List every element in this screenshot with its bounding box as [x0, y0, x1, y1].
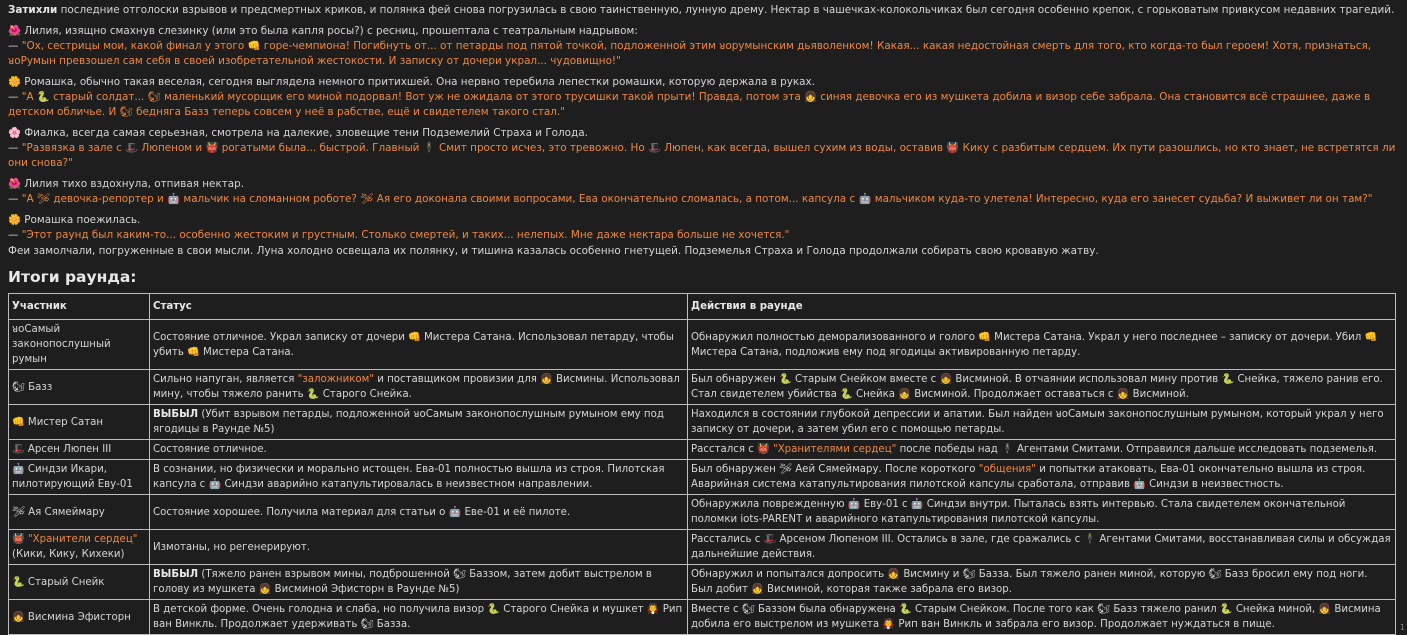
cell-status: [150, 565, 688, 600]
cell-actions: [688, 440, 1396, 460]
cell-actions: [688, 460, 1396, 495]
dialogue-speech: [8, 39, 1399, 69]
dialogue-speaker: 🌼 Ромашка, обычно такая веселая, сегодня выглядела немного притихшей. Она нервно теребила лепестки ромашки, которую держала в руках.: [8, 75, 1399, 90]
table-row: [9, 530, 1396, 565]
table-header-row: [9, 294, 1396, 320]
cell-text: Состояние хорошее. Получила материал для статьи о 🤖 Еве-01 и её пилоте.: [153, 507, 570, 518]
cell-text: Обнаружил полностью деморализованного и голого 👊 Мистера Сатана. Украл у него последнее – записку от дочери. Убил 👊 Мистера Сатана, подложив ему под ягодицы активированную петарду.: [691, 332, 1377, 358]
dialogue-speaker: 🌺 Лилия тихо вздохнула, отпивая нектар.: [8, 177, 1399, 192]
cell-text: "Хранителями сердец": [773, 444, 896, 455]
speech-quote: "Ох, сестрицы мои, какой финал у этого 👊 горе-чемпиона! Погибнуть от... от петарды под пятой точкой, подложенной этим ᴚᴏрумынским дьяволенком! Какая... какая недостойная смерть для того, кто когда-то был героем! Хотя, признаться, ᴚᴏРумын превзошел сам себя в своей изобретательной жестокости. И записку от дочери украл... чудовищно!": [8, 40, 1371, 67]
cell-participant: 🐿 Базз: [9, 370, 150, 405]
cell-text: и попытки атаковать, Ева-01 окончательно вышла из строя. Аварийная система катапультирования пилотской капсулы сработала, отправив 🤖 Синдзи в неизвестность.: [691, 464, 1365, 490]
speech-dash: —: [8, 91, 22, 103]
speech-dash: —: [8, 40, 22, 52]
table-row: [9, 370, 1396, 405]
dialogue-speech: [8, 90, 1399, 120]
cell-status: [150, 495, 688, 530]
cell-text: Измотаны, но регенерируют.: [153, 542, 310, 553]
cell-text: 👹: [12, 534, 28, 545]
cell-text: В детской форме. Очень голодна и слаба, но получила визор 🐍 Старого Снейка и мушкет 🧛 Рип ван Винкль. Продолжает удерживать 🐿 Базза.: [153, 604, 682, 630]
cell-text: Был обнаружен 🛩 Аей Сямеймару. После короткого: [691, 464, 979, 475]
results-heading: Итоги раунда:: [8, 266, 1399, 288]
cell-text: ВЫБЫЛ: [153, 569, 198, 580]
cell-status: [150, 405, 688, 440]
cell-text: В сознании, но физически и морально истощен. Ева-01 полностью вышла из строя. Пилотская капсула с 🤖 Синдзи аварийно катапультировалась в неизвестном направлении.: [153, 464, 664, 490]
cell-text: Был обнаружен 🐍 Старым Снейком вместе с 👧 Висминой. В отчаянии использовал мину против 🐍 Снейка, тяжело ранив его. Стал свидетелем убийства 🐍 Снейка 👧 Висминой. Продолжает оставаться с 👧 Висминой.: [691, 374, 1383, 400]
cell-status: [150, 440, 688, 460]
cell-text: и поставщиком провизии для 👧 Висмины. Использовал мину, чтобы тяжело ранить 🐍 Старого Снейка.: [153, 374, 680, 400]
dialogue-entry: [8, 177, 1399, 207]
cell-text: Находился в состоянии глубокой депрессии и апатии. Был найден ᴚᴏСамым законопослушным румыном, который украл у него записку от дочери, а затем убил его с помощью петарды.: [691, 409, 1384, 435]
results-table: [8, 293, 1396, 635]
table-row: [9, 495, 1396, 530]
cell-text: Состояние отличное.: [153, 444, 267, 455]
speech-quote: "Развязка в зале с 🎩 Люпеном и 👹 рогатыми была... быстрой. Главный 🕴 Смит просто исчез, это тревожно. Но 🎩 Люпен, как всегда, вышел сухим из воды, оставив 👹 Кику с разбитым сердцем. Их пути разошлись, но кто знает, не встретятся ли они снова?": [8, 142, 1395, 169]
cell-participant: 👧 Висмина Эфисторн: [9, 600, 150, 635]
speech-quote: "Этот раунд был каким-то... особенно жестоким и грустным. Столько смертей, и таких... нелепых. Мне даже нектара больше не хочется.": [22, 229, 790, 241]
cell-status: [150, 320, 688, 370]
dialogue-speaker: 🌺 Лилия, изящно смахнув слезинку (или это была капля росы?) с ресниц, прошептала с театральным надрывом:: [8, 24, 1399, 39]
table-row: [9, 405, 1396, 440]
cell-text: Обнаружил и попытался допросить 👧 Висмину и 🐿 Базза. Был тяжело ранен миной, которую 🐿 Базз бросил ему под ноги. Был добит 👧 Висминой, которая также забрала его визор.: [691, 569, 1367, 595]
speech-dash: —: [8, 193, 22, 205]
outro-paragraph: Феи замолчали, погруженные в свои мысли. Луна холодно освещала их полянку, и тишина казалась особенно гнетущей. Подземелья Страха и Голода продолжали собирать свою кровавую жатву.: [8, 244, 1399, 259]
fairy-dialogue: [8, 24, 1399, 243]
cell-text: Обнаружила поврежденную 🤖 Еву-01 с 🤖 Синдзи внутри. Пыталась взять интервью. Стала свидетелем окончательной поломки iots-PARENT и аварийного катапультирования пилотской капсулы.: [691, 499, 1345, 525]
speech-quote: "А 🐍 старый солдат... 🐿 маленький мусорщик его миной подорвал! Вот уж не ожидала от этого трусишки такой прыти! Правда, потом эта 👧 синяя девочка его из мушкета добила и визор себе забрала. Она становится всё страшнее, даже в детском обличье. И 🐿 бедняга Базз теперь совсем у неё в рабстве, ещё и свидетелем такого стал.": [8, 91, 1370, 118]
table-row: [9, 460, 1396, 495]
cell-text: "заложником": [298, 374, 374, 385]
cell-text: Расстался с 👹: [691, 444, 773, 455]
cell-text: (Кики, Кику, Кихеки): [12, 549, 125, 560]
speech-quote: "А 🛩 девочка-репортер и 🤖 мальчик на сломанном роботе? 🛩 Ая его доконала своими вопросами, Ева окончательно сломалась, а потом... капсула с 🤖 мальчиком куда-то улетела! Интересно, куда его занесет судьба? И выживет ли он там?": [22, 193, 1373, 205]
corner-marker: 1: [1400, 624, 1405, 632]
cell-text: Расстались с 🎩 Арсеном Люпеном III. Остались в зале, где сражались с 🕴 Агентами Смитами, восстанавливая силы и обсуждая дальнейшие действия.: [691, 534, 1391, 560]
dialogue-entry: [8, 24, 1399, 69]
header-status: Статус: [150, 294, 688, 320]
cell-text: Состояние отличное. Украл записку от дочери 👊 Мистера Сатана. Использовал петарду, чтобы убить 👊 Мистера Сатана.: [153, 332, 674, 358]
cell-actions: [688, 495, 1396, 530]
dialogue-entry: [8, 213, 1399, 243]
header-participant: Участник: [9, 294, 150, 320]
dialogue-speech: [8, 228, 1399, 243]
intro-text: последние отголоски взрывов и предсмертных криков, и полянка фей снова погрузилась в свою таинственную, лунную дрему. Нектар в чашечках-колокольчиках был сегодня особенно крепок, с горьковатым привкусом недавних трагедий.: [57, 4, 1394, 16]
speech-dash: —: [8, 229, 22, 241]
dialogue-entry: [8, 126, 1399, 171]
cell-participant: 🐍 Старый Снейк: [9, 565, 150, 600]
cell-actions: [688, 600, 1396, 635]
intro-paragraph: [8, 3, 1399, 18]
cell-status: [150, 600, 688, 635]
cell-participant: 👊 Мистер Сатан: [9, 405, 150, 440]
cell-actions: [688, 530, 1396, 565]
table-row: [9, 440, 1396, 460]
intro-lead: Затихли: [8, 4, 57, 16]
cell-status: [150, 370, 688, 405]
cell-participant: [9, 530, 150, 565]
cell-participant: 🤖 Синдзи Икари, пилотирующий Еву-01: [9, 460, 150, 495]
dialogue-entry: [8, 75, 1399, 120]
cell-actions: [688, 370, 1396, 405]
cell-text: ВЫБЫЛ: [153, 409, 198, 420]
cell-text: (Тяжело ранен взрывом мины, подброшенной 🐿 Баззом, затем добит выстрелом в голову из мушкета 👧 Висминой Эфисторн в Раунде №5): [153, 569, 652, 595]
cell-participant: ᴚᴏСамый законопослушный румын: [9, 320, 150, 370]
cell-text: "Хранители сердец": [28, 534, 138, 545]
cell-actions: [688, 565, 1396, 600]
cell-status: [150, 530, 688, 565]
table-row: [9, 600, 1396, 635]
cell-text: после победы над 🕴 Агентами Смитами. Отправился дальше исследовать подземелья.: [896, 444, 1377, 455]
cell-participant: 🛩 Ая Сямеймару: [9, 495, 150, 530]
dialogue-speech: [8, 192, 1399, 207]
cell-text: Вместе с 🐿 Баззом была обнаружена 🐍 Старым Снейком. После того как 🐿 Базз тяжело ранил 🐍 Снейка миной, 👧 Висмина добила его выстрелом из мушкета 🧛 Рип ван Винкль и забрала его визор. Продолжает нуждаться в пище.: [691, 604, 1381, 630]
speech-dash: —: [8, 142, 22, 154]
header-actions: Действия в раунде: [688, 294, 1396, 320]
cell-participant: 🎩 Арсен Люпен III: [9, 440, 150, 460]
cell-status: [150, 460, 688, 495]
table-row: [9, 565, 1396, 600]
cell-actions: [688, 405, 1396, 440]
cell-text: (Убит взрывом петарды, подложенной ᴚᴏСамым законопослушным румыном ему под ягодицы в Раунде №5): [153, 409, 664, 435]
dialogue-speech: [8, 141, 1399, 171]
cell-actions: [688, 320, 1396, 370]
dialogue-speaker: 🌸 Фиалка, всегда самая серьезная, смотрела на далекие, зловещие тени Подземелий Страха и Голода.: [8, 126, 1399, 141]
table-row: [9, 320, 1396, 370]
cell-text: "общения": [979, 464, 1036, 475]
cell-text: Сильно напуган, является: [153, 374, 298, 385]
dialogue-speaker: 🌼 Ромашка поежилась.: [8, 213, 1399, 228]
